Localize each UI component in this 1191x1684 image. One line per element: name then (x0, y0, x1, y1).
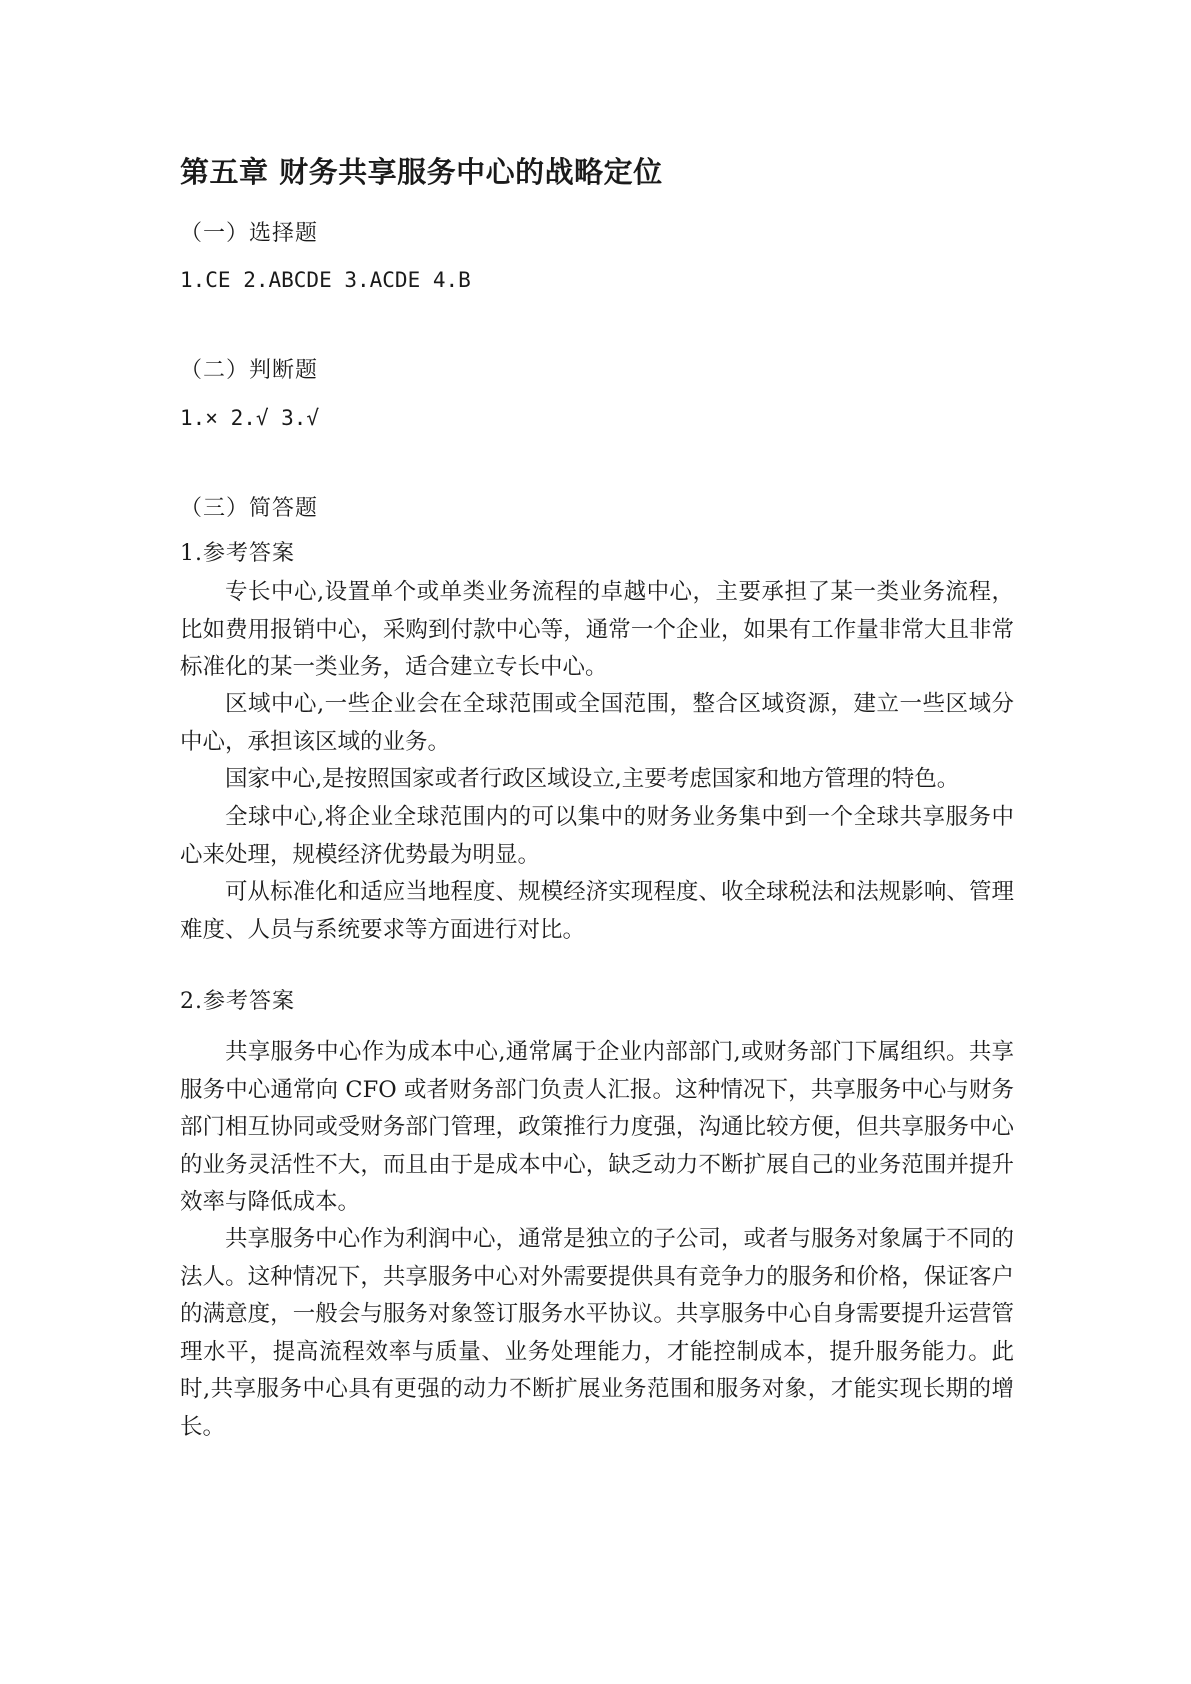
q1-paragraph: 可从标准化和适应当地程度、规模经济实现程度、收全球税法和法规影响、管理难度、人员与系统要求等方面进行对比。 (180, 879, 1014, 943)
section-judge-heading: （二）判断题 (180, 358, 319, 383)
q2-paragraph: 共享服务中心作为成本中心,通常属于企业内部部门,或财务部门下属组织。共享服务中心通常向 CFO 或者财务部门负责人汇报。这种情况下，共享服务中心与财务部门相互协同或受财务部门管理，政策推行力度强，沟通比较方便，但共享服务中心的业务灵活性不大，而且由于是成本中心，缺乏动力不断扩展自己的业务范围并提升效率与降低成本。 (180, 1039, 1014, 1215)
q2-paragraph: 共享服务中心作为利润中心，通常是独立的子公司，或者与服务对象属于不同的法人。这种情况下，共享服务中心对外需要提供具有竞争力的服务和价格，保证客户的满意度，一般会与服务对象签订服务水平协议。共享服务中心自身需要提升运营管理水平，提高流程效率与质量、业务处理能力，才能控制成本，提升服务能力。此时,共享服务中心具有更强的动力不断扩展业务范围和服务对象，才能实现长期的增长。 (180, 1226, 1014, 1440)
section-choice-heading: （一）选择题 (180, 221, 319, 246)
q1-paragraph: 国家中心,是按照国家或者行政区域设立,主要考虑国家和地方管理的特色。 (225, 766, 960, 792)
chapter-title: 第五章 财务共享服务中心的战略定位 (180, 155, 663, 189)
document-page (180, 0, 1014, 1684)
q2-answer-label: 2.参考答案 (180, 989, 295, 1014)
q1-answer-label: 1.参考答案 (180, 541, 295, 566)
q1-paragraph: 区域中心,一些企业会在全球范围或全国范围，整合区域资源，建立一些区域分中心，承担该区域的业务。 (180, 691, 1014, 755)
section-short-heading: （三）简答题 (180, 496, 319, 521)
q1-paragraph: 全球中心,将企业全球范围内的可以集中的财务业务集中到一个全球共享服务中心来处理，规模经济优势最为明显。 (180, 804, 1014, 868)
q1-paragraph: 专长中心,设置单个或单类业务流程的卓越中心，主要承担了某一类业务流程，比如费用报销中心，采购到付款中心等，通常一个企业，如果有工作量非常大且非常标准化的某一类业务，适合建立专长中心。 (180, 579, 1014, 680)
choice-answers: 1.CE 2.ABCDE 3.ACDE 4.B (180, 268, 471, 292)
judge-answers: 1.× 2.√ 3.√ (180, 406, 320, 430)
